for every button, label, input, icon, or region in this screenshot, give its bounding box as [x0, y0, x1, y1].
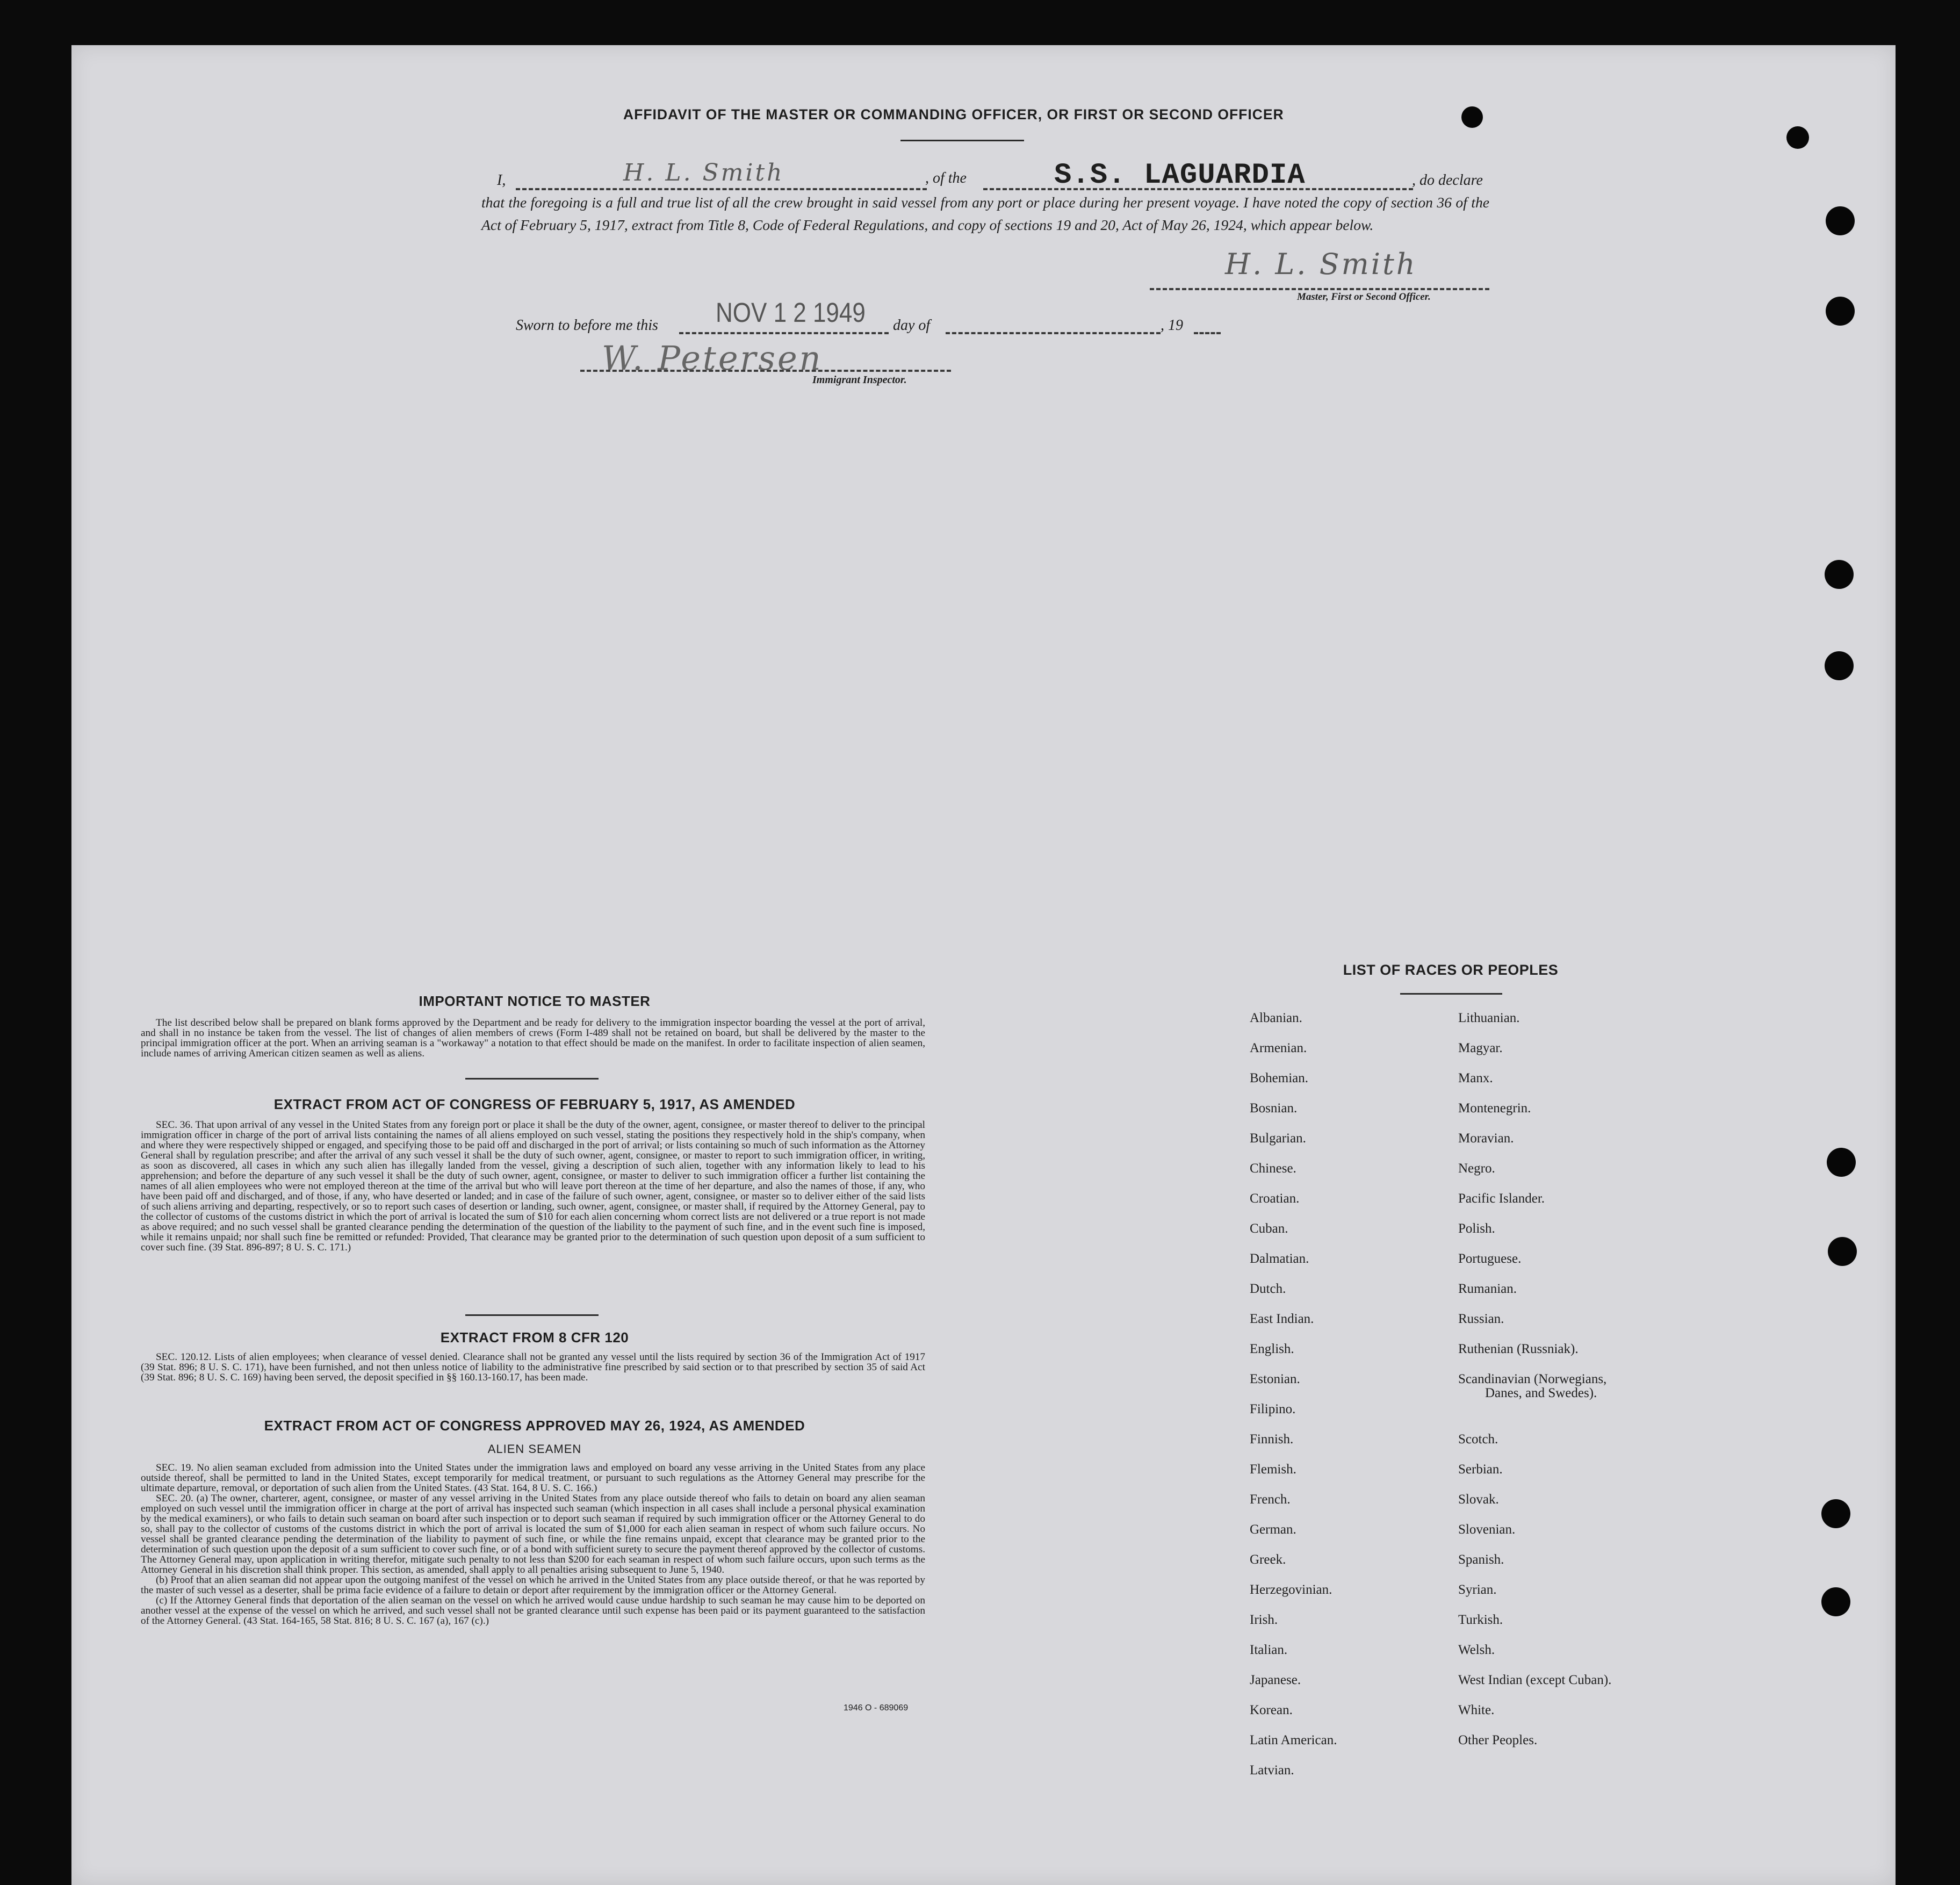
sworn-date-line: [679, 332, 889, 334]
race-item: Rumanian.: [1458, 1282, 1517, 1296]
divider: [465, 1314, 599, 1316]
race-item: Estonian.: [1250, 1372, 1300, 1386]
race-item: Pacific Islander.: [1458, 1191, 1545, 1206]
notice-text: The list described below shall be prepared on blank forms approved by the Department and be ready for delivery to the immigration inspector boarding the vessel at the port of arrival, and shall in no instance be taken from the vessel. The list of changes of alien members of crews (Form I-489 shall not be retained on board, but shall be delivered by the master to the principal immigration officer at the port. When an arriving seaman is a "workaway" a notation to that effect should be made on the manifest. In order to facilitate inspection of alien seamen, include names of arriving American citizen seamen as well as aliens.: [141, 1017, 925, 1059]
punch-hole: [1461, 106, 1483, 128]
title-underline: [900, 140, 1024, 141]
punch-hole: [1828, 1237, 1857, 1266]
race-item: Japanese.: [1250, 1673, 1301, 1687]
extract-1917-title: EXTRACT FROM ACT OF CONGRESS OF FEBRUARY 5, 1917, AS AMENDED: [273, 1096, 796, 1112]
race-item: Bulgarian.: [1250, 1131, 1306, 1146]
race-item: White.: [1458, 1703, 1495, 1717]
race-item: Moravian.: [1458, 1131, 1514, 1146]
officer-signature: H. L. Smith: [623, 159, 784, 186]
race-item: Russian.: [1458, 1312, 1504, 1326]
races-title: LIST OF RACES OR PEOPLES: [1343, 962, 1559, 978]
race-item: Irish.: [1250, 1613, 1278, 1627]
race-item: Cuban.: [1250, 1221, 1288, 1236]
race-item: Turkish.: [1458, 1613, 1503, 1627]
sec-20c-text: (c) If the Attorney General finds that deportation of the alien seaman on the vessel on which he arrived would cause undue hardship to such seaman he may cause him to be deported on another vessel at the expense of the vessel on which he arrived, and such vessel shall not be granted clearance until such expense has been paid or its payment guaranteed to the satisfaction of the Attorney General. (43 Stat. 164-165, 58 Stat. 816; 8 U. S. C. 167 (a), 167 (c).): [141, 1595, 925, 1627]
sec-20b-text: (b) Proof that an alien seaman did not appear upon the outgoing manifest of the vessel on which he arrived in the United States from any place outside thereof, or that he was reported by the master of such vessel as a deserter, shall be prima facie evidence of a failure to detain or deport after requirement by the immigration officer or the Attorney General.: [141, 1574, 925, 1596]
race-item: Chinese.: [1250, 1161, 1296, 1176]
race-item: Croatian.: [1250, 1191, 1300, 1206]
race-item: Spanish.: [1458, 1552, 1504, 1567]
print-code: 1946 O - 689069: [844, 1703, 909, 1713]
race-item: Dalmatian.: [1250, 1251, 1309, 1266]
divider: [465, 1078, 599, 1080]
race-item: French.: [1250, 1492, 1291, 1507]
race-item: Lithuanian.: [1458, 1011, 1520, 1025]
race-item: Finnish.: [1250, 1432, 1294, 1447]
inspector-signature: W. Petersen: [602, 339, 823, 378]
race-item: Scotch.: [1458, 1432, 1498, 1447]
race-item: Portuguese.: [1458, 1251, 1522, 1266]
punch-hole: [1821, 1499, 1850, 1528]
sec-20a-text: SEC. 20. (a) The owner, charterer, agent, consignee, or master of any vessel arriving in the United States from any place outside thereof who fails to detain on board any alien seaman employed on such vessel until the immigration officer in charge at the port of arrival has inspected such seaman (which inspection in all cases shall include a personal physical examination by the medical examiners), or who fails to detain such seaman on board after such inspection or to deport such seaman if required by such immigration officer or the Attorney General to do so, shall pay to the collector of customs of the customs district in which the port of arrival is located the sum of $1,000 for each alien seaman in respect of whom such failure occurs. No vessel shall be granted clearance pending the determination of the liability to payment of such fine, or while the fine remains unpaid, except that clearance may be granted prior to the determination of such question upon the deposit of a sum sufficient to cover such fine, or of a bond with sufficient surety to secure the payment thereof approved by the collector of customs. The Attorney General may, upon application in writing therefor, mitigate such penalty to not less than $200 for each seaman in respect of whom such failure occurs, upon such terms as the Attorney General in his discretion shall think proper. This section, as amended, shall apply to all penalties arising subsequent to June 5, 1940.: [141, 1493, 925, 1575]
race-item: Latvian.: [1250, 1763, 1294, 1778]
races-right-column: [1458, 1011, 1611, 1764]
of-the-label: , of the: [925, 170, 967, 186]
race-item: Dutch.: [1250, 1282, 1286, 1296]
year-line: [1194, 332, 1221, 334]
extract-cfr-text: SEC. 120.12. Lists of alien employees; when clearance of vessel denied. Clearance shall not be granted any vessel until the lists required by section 36 of the Immigration Act of 1917 (39 Stat. 896; 8 U. S. C. 171), have been furnished, and not then unless notice of liability to the administrative fine prescribed by said section or to that prescribed by section 35 of said Act (39 Stat. 896; 8 U. S. C. 169) having been served, the deposit specified in §§ 160.13-160.17, has been made.: [141, 1351, 925, 1383]
master-signature-line: [1150, 288, 1489, 290]
race-item: Polish.: [1458, 1221, 1495, 1236]
punch-hole: [1827, 1148, 1856, 1177]
race-item: East Indian.: [1250, 1312, 1314, 1326]
extract-1924-text: [141, 1463, 925, 1626]
race-item: Bohemian.: [1250, 1071, 1309, 1085]
year-label: , 19: [1161, 317, 1183, 334]
punch-hole: [1825, 651, 1854, 680]
inspector-caption: Immigrant Inspector.: [812, 374, 907, 386]
race-item: Ruthenian (Russniak).: [1458, 1342, 1579, 1356]
extract-1917-text: SEC. 36. That upon arrival of any vessel in the United States from any foreign port or place it shall be the duty of the owner, agent, consignee, or master thereof to deliver to the principal immigration officer in charge of the port of arrival lists containing the names of all aliens employed on such vessel, stating the positions they respectively hold in the ship's company, when and where they were respectively shipped or engaged, and specifying those to be paid off and discharged in the port of arrival; or lists containing so much of such information as the Attorney General shall by regulation prescribe; and after the arrival of any such vessel it shall be the duty of such owner, agent, consignee, or master to report to such immigration officer, in writing, as soon as discovered, all cases in which any such alien has illegally landed from the vessel, giving a description of such alien, together with any information likely to lead to his apprehension; and before the departure of any such vessel it shall be the duty of such owner, agent, consignee, or master to deliver to such immigration officer a further list containing the names of all alien employees who were not employed thereon at the time of the arrival but who will leave port thereon at the time of her departure, and also the names of those, if any, who have been paid off and discharged, and of those, if any, who have deserted or landed; and in case of the failure of such owner, agent, consignee, or master so to deliver either of the said lists of such aliens arriving and departing, respectively, or so to report such cases of desertion or landing, such owner, agent, consignee, or master shall, if required by the Attorney General, pay to the collector of customs of the customs district in which the port of arrival is located the sum of $10 for each alien concerning whom correct lists are not delivered or a true report is not made as above required; and no such vessel shall be granted clearance pending the determination of the question of the liability to the payment of such fine, and in the event such fine is imposed, while it remains unpaid; nor shall such fine be remitted or refunded: Provided, That clearance may be granted prior to the determination of such question upon deposit of a sum sufficient to cover such fine. (39 Stat. 896-897; 8 U. S. C. 171.): [141, 1119, 925, 1253]
punch-hole: [1826, 297, 1855, 326]
punch-hole: [1826, 206, 1855, 235]
sworn-label: Sworn to before me this: [516, 317, 658, 334]
vessel-name: S.S. LAGUARDIA: [1054, 159, 1306, 192]
punch-hole: [1825, 560, 1854, 589]
race-item: Filipino.: [1250, 1402, 1296, 1416]
inspector-signature-line: [580, 370, 951, 372]
race-item: Danes, and Swedes).: [1485, 1386, 1597, 1400]
race-item: Latin American.: [1250, 1733, 1337, 1747]
race-item: Serbian.: [1458, 1462, 1503, 1477]
race-item: Italian.: [1250, 1643, 1288, 1657]
race-item: Armenian.: [1250, 1041, 1307, 1055]
officer-name-line: [516, 188, 927, 190]
race-item: Welsh.: [1458, 1643, 1495, 1657]
declaration-text: that the foregoing is a full and true list of all the crew brought in said vessel from any port or place during her present voyage. I have noted the copy of section 36 of the Act of February 5, 1917, extract from Title 8, Code of Federal Regulations, and copy of sections 19 and 20, Act of May 26, 1924, which appear below.: [481, 194, 1489, 233]
race-item: Negro.: [1458, 1161, 1495, 1176]
extract-cfr-title: EXTRACT FROM 8 CFR 120: [440, 1329, 629, 1346]
extract-1924-subtitle: ALIEN SEAMEN: [487, 1442, 582, 1456]
punch-hole: [1821, 1587, 1850, 1616]
race-item: Montenegrin.: [1458, 1101, 1531, 1116]
sec-19-text: SEC. 19. No alien seaman excluded from admission into the United States under the immigration laws and employed on board any vesse arriving in the United States from any place outside thereof, shall be permitted to land in the United States, except temporarily for medical treatment, or pursuant to such regulations as the Attorney General may prescribe for the ultimate departure, removal, or deportation of such alien from the United States. (43 Stat. 164, 8 U. S. C. 166.): [141, 1462, 925, 1494]
i-label: I,: [497, 172, 506, 189]
race-item: Other Peoples.: [1458, 1733, 1538, 1747]
divider: [1400, 993, 1502, 995]
race-item: Flemish.: [1250, 1462, 1296, 1477]
race-item: English.: [1250, 1342, 1294, 1356]
punch-hole: [1786, 126, 1809, 149]
sworn-date-stamp: NOV 1 2 1949: [716, 298, 866, 328]
do-declare-label: , do declare: [1412, 172, 1483, 189]
race-item: Manx.: [1458, 1071, 1493, 1085]
race-item: Albanian.: [1250, 1011, 1302, 1025]
race-item: Herzegovinian.: [1250, 1582, 1332, 1597]
race-item: Korean.: [1250, 1703, 1293, 1717]
race-item: Slovenian.: [1458, 1522, 1516, 1537]
master-signature: H. L. Smith: [1225, 247, 1417, 281]
race-item: Syrian.: [1458, 1582, 1497, 1597]
race-item: West Indian (except Cuban).: [1458, 1673, 1612, 1687]
affidavit-title: AFFIDAVIT OF THE MASTER OR COMMANDING OFFICER, OR FIRST OR SECOND OFFICER: [623, 106, 1284, 123]
race-item: German.: [1250, 1522, 1296, 1537]
races-left-column: [1250, 1011, 1337, 1794]
race-item: Bosnian.: [1250, 1101, 1298, 1116]
race-item: Slovak.: [1458, 1492, 1499, 1507]
notice-title: IMPORTANT NOTICE TO MASTER: [419, 993, 651, 1009]
race-item: Scandinavian (Norwegians,: [1458, 1372, 1607, 1386]
extract-1924-title: EXTRACT FROM ACT OF CONGRESS APPROVED MAY 26, 1924, AS AMENDED: [264, 1418, 805, 1434]
month-line: [946, 332, 1161, 334]
race-item: Magyar.: [1458, 1041, 1503, 1055]
day-of-label: day of: [893, 317, 931, 334]
master-caption: Master, First or Second Officer.: [1297, 291, 1431, 303]
race-item: Greek.: [1250, 1552, 1286, 1567]
